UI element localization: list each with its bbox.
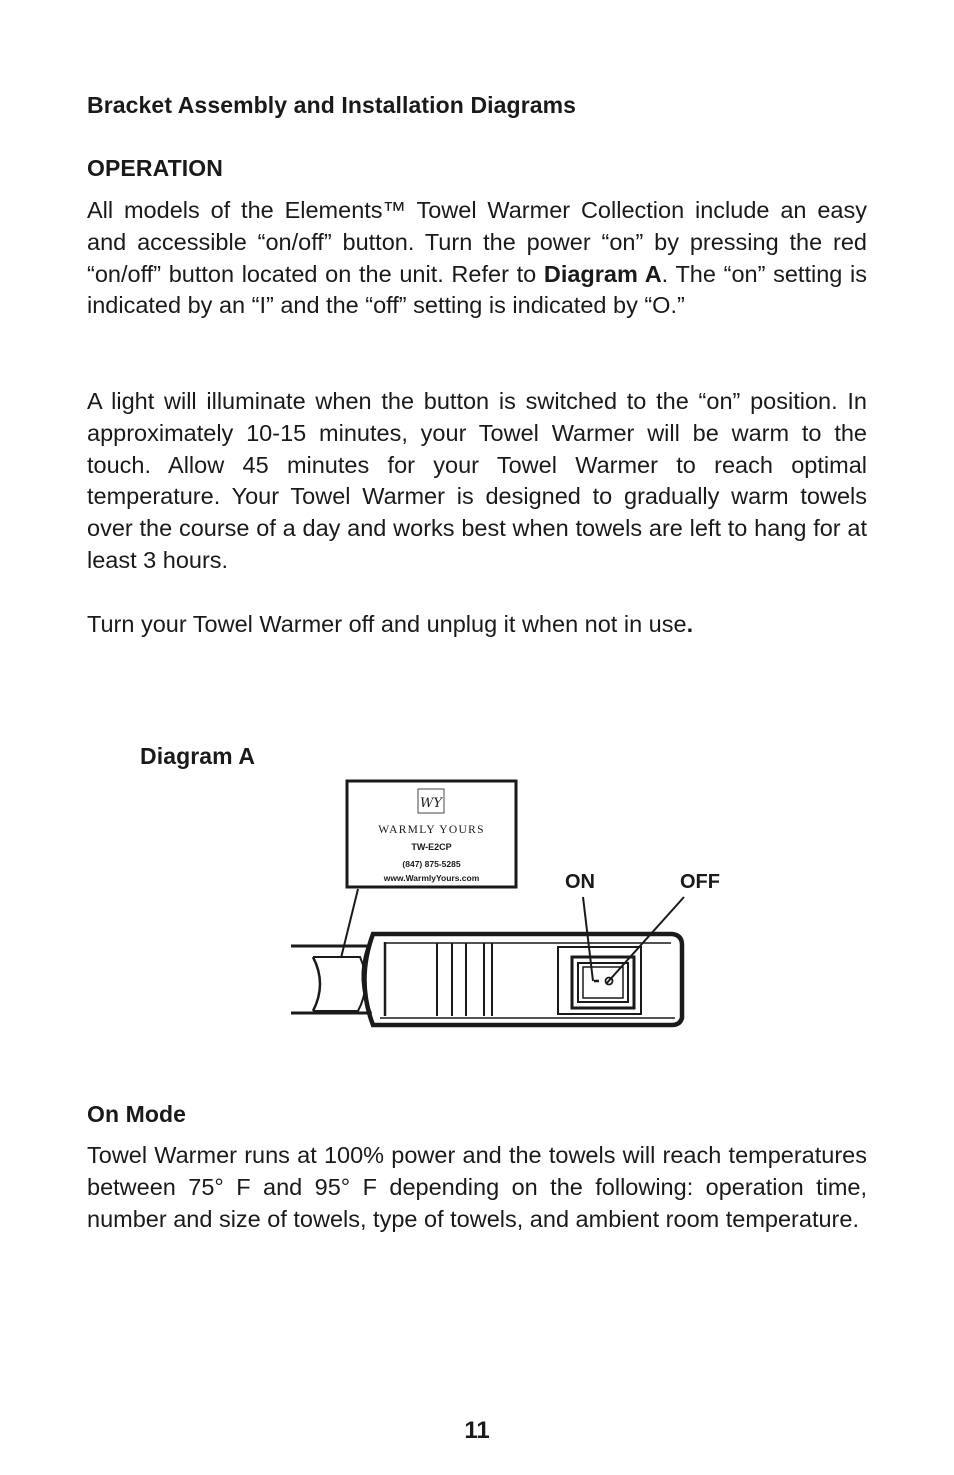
p3-text: Turn your Towel Warmer off and unplug it when not in use xyxy=(87,611,687,637)
on-label: ON xyxy=(565,871,595,893)
operation-heading: OPERATION xyxy=(87,155,223,181)
on-mode-heading: On Mode xyxy=(87,1101,187,1127)
operation-paragraph-3 xyxy=(87,609,867,641)
diagram-a-reference: Diagram A xyxy=(543,260,662,287)
page-number: 11 xyxy=(464,1417,490,1444)
website: www.WarmlyYours.com xyxy=(383,873,480,883)
p1-text-start: All models of the Elements™ Towel Warmer Collection include an easy and accessible “on/off” button. Turn the power “on” by pressing the red “on/off” button located on the unit. Refer to xyxy=(87,197,867,287)
p3-period: . xyxy=(686,611,694,637)
off-label: OFF xyxy=(680,871,720,893)
on-off-rocker-switch xyxy=(558,947,641,1014)
model-number: TW-E2CP xyxy=(411,842,452,852)
brand-name: WARMLY YOURS xyxy=(378,824,485,836)
towel-bar-pipe xyxy=(291,946,370,1013)
operation-paragraph-1 xyxy=(87,195,867,322)
diagram-title: Diagram A xyxy=(140,743,256,769)
phone-number: (847) 875-5285 xyxy=(402,859,461,869)
p1-text-end: . The “on” setting is indicated by an “I” and the “off” setting is indicated by “O.” xyxy=(87,260,867,319)
operation-paragraph-2: A light will illuminate when the button is switched to the “on” position. In approximately 10-15 minutes, your Towel Warmer will be warm to the touch. Allow 45 minutes for your Towel Warmer to reach optimal temperature. Your Towel Warmer is designed to gradually warm towels over the course of a day and works best when towels are left to hang for at least 3 hours. xyxy=(87,388,867,573)
on-mode-paragraph: Towel Warmer runs at 100% power and the towels will reach temperatures between 75° F and 95° F depending on the following: operation time, number and size of towels, type of towels, and ambient room temperature. xyxy=(87,1142,867,1232)
label-leader-line xyxy=(341,889,358,958)
section-title: Bracket Assembly and Installation Diagrams xyxy=(87,92,577,118)
diagram-a-switch-illustration xyxy=(285,775,735,1035)
logo-monogram: WY xyxy=(420,796,442,811)
